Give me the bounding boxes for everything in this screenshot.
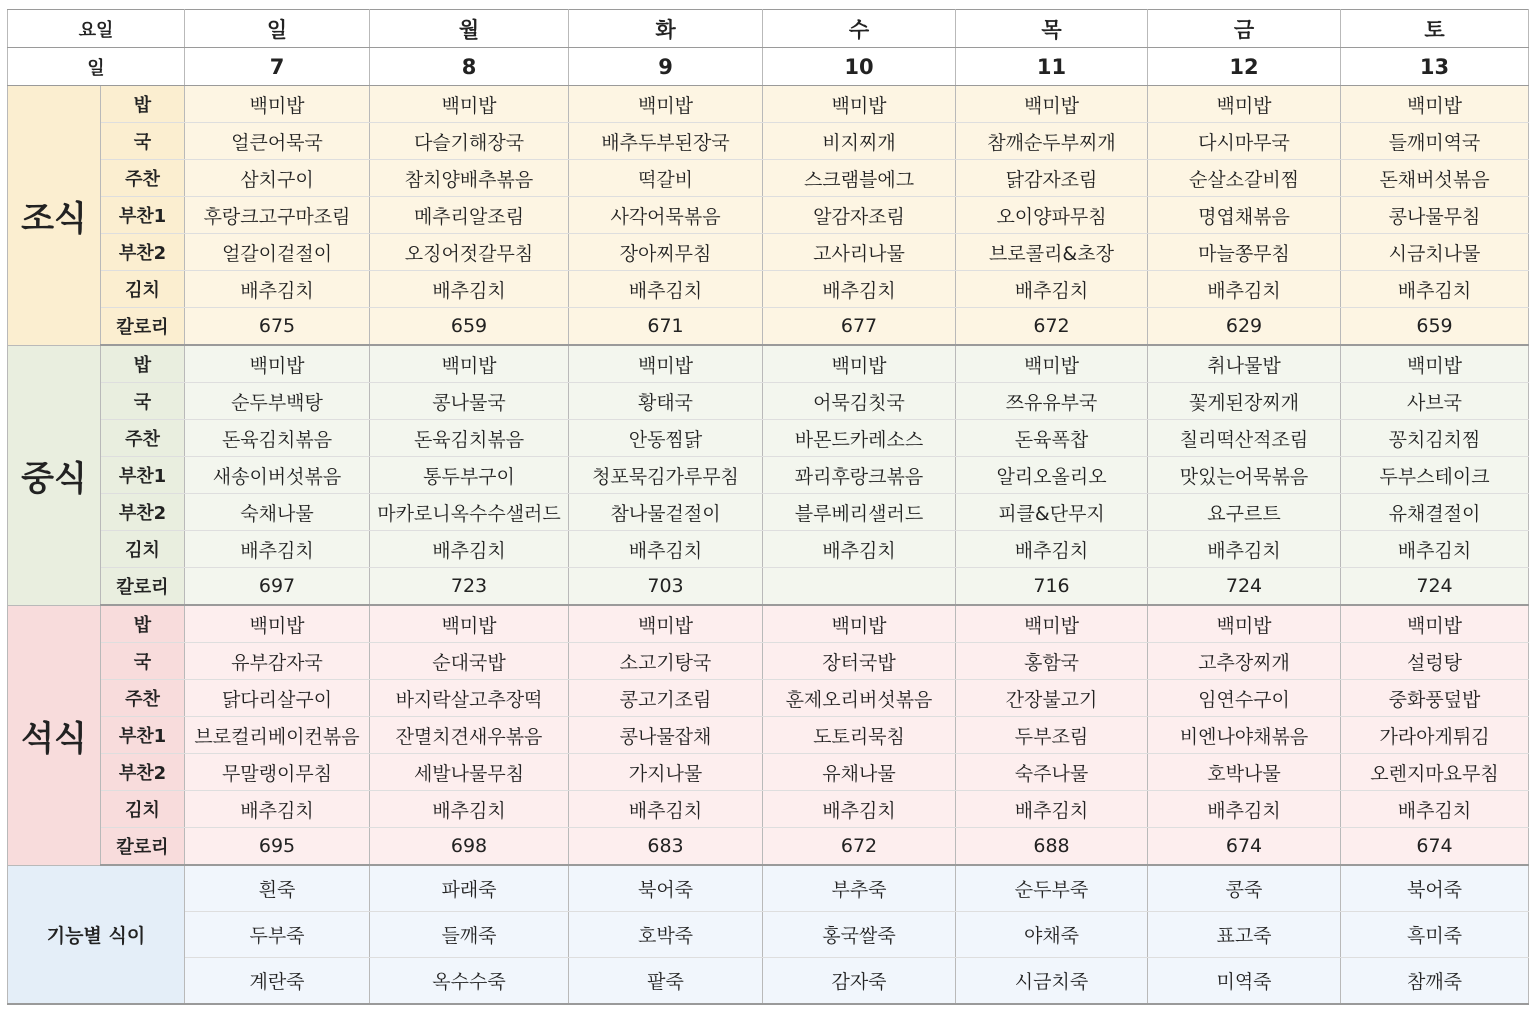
menu-cell: 임연수구이 xyxy=(1148,680,1341,717)
menu-cell: 백미밥 xyxy=(370,86,569,123)
porridge-cell: 야채죽 xyxy=(956,912,1148,958)
porridge-row xyxy=(8,958,1529,1005)
porridge-cell: 팥죽 xyxy=(569,958,763,1005)
menu-cell: 배추두부된장국 xyxy=(569,123,763,160)
menu-row xyxy=(8,680,1529,717)
menu-cell: 백미밥 xyxy=(185,605,370,643)
menu-cell: 고사리나물 xyxy=(763,234,956,271)
calorie-cell: 723 xyxy=(370,568,569,606)
calorie-row xyxy=(8,308,1529,346)
calorie-cell: 674 xyxy=(1148,828,1341,866)
menu-cell: 백미밥 xyxy=(185,86,370,123)
menu-cell: 백미밥 xyxy=(185,345,370,383)
menu-row xyxy=(8,531,1529,568)
menu-cell: 닭다리살구이 xyxy=(185,680,370,717)
porridge-cell: 들깨죽 xyxy=(370,912,569,958)
row-label: 김치 xyxy=(101,791,185,828)
porridge-cell: 표고죽 xyxy=(1148,912,1341,958)
porridge-cell: 홍국쌀죽 xyxy=(763,912,956,958)
porridge-cell: 계란죽 xyxy=(185,958,370,1005)
menu-cell: 브로컬리베이컨볶음 xyxy=(185,717,370,754)
menu-cell: 유채결절이 xyxy=(1341,494,1529,531)
menu-cell: 돈채버섯볶음 xyxy=(1341,160,1529,197)
calorie-cell: 716 xyxy=(956,568,1148,606)
menu-row xyxy=(8,717,1529,754)
calorie-cell: 724 xyxy=(1341,568,1529,606)
menu-cell: 백미밥 xyxy=(1148,605,1341,643)
menu-cell: 바지락살고추장떡 xyxy=(370,680,569,717)
menu-cell: 홍함국 xyxy=(956,643,1148,680)
menu-cell: 백미밥 xyxy=(370,345,569,383)
calorie-cell: 695 xyxy=(185,828,370,866)
menu-row xyxy=(8,791,1529,828)
menu-cell: 도토리묵침 xyxy=(763,717,956,754)
menu-cell: 쯔유유부국 xyxy=(956,383,1148,420)
menu-cell: 호박나물 xyxy=(1148,754,1341,791)
porridge-cell: 호박죽 xyxy=(569,912,763,958)
row-label: 부찬1 xyxy=(101,197,185,234)
weekday-cell: 월 xyxy=(370,10,569,48)
menu-cell: 알감자조림 xyxy=(763,197,956,234)
menu-cell: 백미밥 xyxy=(569,345,763,383)
menu-cell: 꽁치김치찜 xyxy=(1341,420,1529,457)
menu-cell: 배추김치 xyxy=(956,791,1148,828)
calorie-row xyxy=(8,828,1529,866)
menu-cell: 명엽채볶음 xyxy=(1148,197,1341,234)
date-label-cell: 일 xyxy=(8,48,185,86)
menu-cell: 얼큰어묵국 xyxy=(185,123,370,160)
menu-cell: 백미밥 xyxy=(956,605,1148,643)
row-label: 밥 xyxy=(101,605,185,643)
calorie-cell: 672 xyxy=(956,308,1148,346)
porridge-cell: 참깨죽 xyxy=(1341,958,1529,1005)
calorie-label: 칼로리 xyxy=(101,828,185,866)
menu-cell: 후랑크고구마조림 xyxy=(185,197,370,234)
menu-cell: 칠리떡산적조림 xyxy=(1148,420,1341,457)
date-cell: 11 xyxy=(956,48,1148,86)
menu-cell: 백미밥 xyxy=(763,86,956,123)
menu-cell: 잔멸치견새우볶음 xyxy=(370,717,569,754)
menu-cell: 황태국 xyxy=(569,383,763,420)
menu-cell: 백미밥 xyxy=(569,86,763,123)
menu-cell: 새송이버섯볶음 xyxy=(185,457,370,494)
weekday-cell: 화 xyxy=(569,10,763,48)
date-cell: 12 xyxy=(1148,48,1341,86)
menu-cell: 사각어묵볶음 xyxy=(569,197,763,234)
calorie-cell: 724 xyxy=(1148,568,1341,606)
porridge-row xyxy=(8,912,1529,958)
porridge-cell: 감자죽 xyxy=(763,958,956,1005)
menu-cell: 장터국밥 xyxy=(763,643,956,680)
menu-cell: 꽃게된장찌개 xyxy=(1148,383,1341,420)
menu-cell: 피클&단무지 xyxy=(956,494,1148,531)
porridge-cell: 부추죽 xyxy=(763,865,956,912)
menu-cell: 돈육김치볶음 xyxy=(185,420,370,457)
menu-cell: 배추김치 xyxy=(1341,271,1529,308)
menu-cell: 알리오올리오 xyxy=(956,457,1148,494)
menu-row xyxy=(8,160,1529,197)
calorie-cell: 688 xyxy=(956,828,1148,866)
weekday-cell: 금 xyxy=(1148,10,1341,48)
menu-cell: 유채나물 xyxy=(763,754,956,791)
row-label: 국 xyxy=(101,123,185,160)
menu-cell: 배추김치 xyxy=(569,531,763,568)
row-label: 부찬1 xyxy=(101,457,185,494)
meal-label: 석식 xyxy=(8,605,101,865)
porridge-cell: 북어죽 xyxy=(569,865,763,912)
menu-cell: 배추김치 xyxy=(185,271,370,308)
menu-cell: 백미밥 xyxy=(763,605,956,643)
menu-cell: 닭감자조림 xyxy=(956,160,1148,197)
menu-cell: 배추김치 xyxy=(370,271,569,308)
menu-cell: 두부스테이크 xyxy=(1341,457,1529,494)
menu-cell: 배추김치 xyxy=(370,791,569,828)
calorie-cell: 674 xyxy=(1341,828,1529,866)
calorie-cell: 672 xyxy=(763,828,956,866)
menu-cell: 오징어젓갈무침 xyxy=(370,234,569,271)
date-header-row xyxy=(8,48,1529,86)
menu-cell: 배추김치 xyxy=(185,531,370,568)
menu-cell: 오이양파무침 xyxy=(956,197,1148,234)
calorie-cell xyxy=(763,568,956,606)
menu-cell: 가지나물 xyxy=(569,754,763,791)
menu-cell: 백미밥 xyxy=(569,605,763,643)
menu-cell: 참나물겉절이 xyxy=(569,494,763,531)
menu-cell: 배추김치 xyxy=(370,531,569,568)
menu-cell: 참깨순두부찌개 xyxy=(956,123,1148,160)
menu-cell: 백미밥 xyxy=(956,345,1148,383)
menu-row xyxy=(8,643,1529,680)
menu-cell: 백미밥 xyxy=(1341,345,1529,383)
menu-row xyxy=(8,123,1529,160)
porridge-cell: 옥수수죽 xyxy=(370,958,569,1005)
porridge-cell: 두부죽 xyxy=(185,912,370,958)
menu-cell: 다슬기해장국 xyxy=(370,123,569,160)
weekday-label-cell: 요일 xyxy=(8,10,185,48)
calorie-label: 칼로리 xyxy=(101,308,185,346)
row-label: 부찬2 xyxy=(101,754,185,791)
row-label: 국 xyxy=(101,383,185,420)
menu-cell: 오렌지마요무침 xyxy=(1341,754,1529,791)
calorie-cell: 703 xyxy=(569,568,763,606)
menu-cell: 다시마무국 xyxy=(1148,123,1341,160)
menu-cell: 순두부백탕 xyxy=(185,383,370,420)
meal-label: 조식 xyxy=(8,86,101,346)
menu-cell: 배추김치 xyxy=(185,791,370,828)
row-label: 주찬 xyxy=(101,160,185,197)
menu-cell: 숙채나물 xyxy=(185,494,370,531)
menu-cell: 콩나물국 xyxy=(370,383,569,420)
calorie-cell: 659 xyxy=(1341,308,1529,346)
menu-row xyxy=(8,754,1529,791)
menu-cell: 어묵김칫국 xyxy=(763,383,956,420)
row-label: 주찬 xyxy=(101,420,185,457)
calorie-cell: 675 xyxy=(185,308,370,346)
porridge-cell: 순두부죽 xyxy=(956,865,1148,912)
porridge-cell: 흰죽 xyxy=(185,865,370,912)
menu-cell: 배추김치 xyxy=(1148,791,1341,828)
menu-cell: 백미밥 xyxy=(1341,605,1529,643)
calorie-cell: 671 xyxy=(569,308,763,346)
porridge-cell: 흑미죽 xyxy=(1341,912,1529,958)
menu-cell: 블루베리샐러드 xyxy=(763,494,956,531)
menu-cell: 돈육김치볶음 xyxy=(370,420,569,457)
menu-cell: 요구르트 xyxy=(1148,494,1341,531)
menu-cell: 배추김치 xyxy=(1341,531,1529,568)
row-label: 밥 xyxy=(101,345,185,383)
menu-cell: 배추김치 xyxy=(1148,271,1341,308)
menu-cell: 콩나물잡채 xyxy=(569,717,763,754)
menu-row xyxy=(8,420,1529,457)
porridge-row xyxy=(8,865,1529,912)
menu-cell: 사브국 xyxy=(1341,383,1529,420)
menu-row xyxy=(8,271,1529,308)
menu-cell: 취나물밥 xyxy=(1148,345,1341,383)
menu-cell: 마늘쫑무침 xyxy=(1148,234,1341,271)
row-label: 부찬2 xyxy=(101,234,185,271)
menu-cell: 참치양배추볶음 xyxy=(370,160,569,197)
menu-row xyxy=(8,457,1529,494)
row-label: 밥 xyxy=(101,86,185,123)
date-cell: 10 xyxy=(763,48,956,86)
menu-cell: 배추김치 xyxy=(569,791,763,828)
menu-cell: 유부감자국 xyxy=(185,643,370,680)
menu-cell: 비엔나야채볶음 xyxy=(1148,717,1341,754)
row-label: 국 xyxy=(101,643,185,680)
calorie-row xyxy=(8,568,1529,606)
menu-cell: 세발나물무침 xyxy=(370,754,569,791)
menu-cell: 순살소갈비찜 xyxy=(1148,160,1341,197)
menu-cell: 가라아게튀김 xyxy=(1341,717,1529,754)
menu-cell: 배추김치 xyxy=(956,531,1148,568)
porridge-cell: 북어죽 xyxy=(1341,865,1529,912)
weekly-menu-table-wrapper xyxy=(7,9,1528,1005)
calorie-cell: 659 xyxy=(370,308,569,346)
menu-cell: 마카로니옥수수샐러드 xyxy=(370,494,569,531)
menu-cell: 맛있는어묵볶음 xyxy=(1148,457,1341,494)
menu-row xyxy=(8,197,1529,234)
weekday-cell: 일 xyxy=(185,10,370,48)
menu-cell: 훈제오리버섯볶음 xyxy=(763,680,956,717)
menu-cell: 배추김치 xyxy=(956,271,1148,308)
weekday-cell: 토 xyxy=(1341,10,1529,48)
menu-cell: 브로콜리&초장 xyxy=(956,234,1148,271)
menu-cell: 통두부구이 xyxy=(370,457,569,494)
porridge-cell: 미역죽 xyxy=(1148,958,1341,1005)
row-label: 김치 xyxy=(101,531,185,568)
menu-cell: 장아찌무침 xyxy=(569,234,763,271)
menu-cell: 들깨미역국 xyxy=(1341,123,1529,160)
weekday-header-row xyxy=(8,10,1529,48)
menu-cell: 설렁탕 xyxy=(1341,643,1529,680)
menu-cell: 비지찌개 xyxy=(763,123,956,160)
porridge-cell: 파래죽 xyxy=(370,865,569,912)
date-cell: 8 xyxy=(370,48,569,86)
menu-cell: 간장불고기 xyxy=(956,680,1148,717)
date-cell: 7 xyxy=(185,48,370,86)
menu-cell: 백미밥 xyxy=(956,86,1148,123)
porridge-cell: 시금치죽 xyxy=(956,958,1148,1005)
calorie-cell: 629 xyxy=(1148,308,1341,346)
menu-cell: 배추김치 xyxy=(1148,531,1341,568)
calorie-cell: 698 xyxy=(370,828,569,866)
menu-row xyxy=(8,494,1529,531)
menu-row xyxy=(8,345,1529,383)
menu-cell: 백미밥 xyxy=(1341,86,1529,123)
menu-cell: 고추장찌개 xyxy=(1148,643,1341,680)
row-label: 부찬1 xyxy=(101,717,185,754)
menu-cell: 배추김치 xyxy=(763,791,956,828)
menu-cell: 백미밥 xyxy=(370,605,569,643)
weekly-menu-table xyxy=(7,9,1529,1005)
row-label: 부찬2 xyxy=(101,494,185,531)
menu-cell: 콩나물무침 xyxy=(1341,197,1529,234)
menu-cell: 배추김치 xyxy=(1341,791,1529,828)
menu-cell: 배추김치 xyxy=(569,271,763,308)
menu-cell: 돈육폭찹 xyxy=(956,420,1148,457)
menu-cell: 메추리알조림 xyxy=(370,197,569,234)
calorie-cell: 697 xyxy=(185,568,370,606)
menu-cell: 무말랭이무침 xyxy=(185,754,370,791)
menu-cell: 소고기탕국 xyxy=(569,643,763,680)
date-cell: 13 xyxy=(1341,48,1529,86)
menu-row xyxy=(8,605,1529,643)
menu-cell: 배추김치 xyxy=(763,271,956,308)
menu-row xyxy=(8,383,1529,420)
porridge-label: 기능별 식이 xyxy=(8,865,185,1004)
menu-row xyxy=(8,234,1529,271)
menu-cell: 순대국밥 xyxy=(370,643,569,680)
menu-cell: 백미밥 xyxy=(1148,86,1341,123)
calorie-label: 칼로리 xyxy=(101,568,185,606)
menu-cell: 안동찜닭 xyxy=(569,420,763,457)
menu-cell: 떡갈비 xyxy=(569,160,763,197)
menu-cell: 시금치나물 xyxy=(1341,234,1529,271)
menu-cell: 두부조림 xyxy=(956,717,1148,754)
meal-label: 중식 xyxy=(8,345,101,605)
row-label: 김치 xyxy=(101,271,185,308)
menu-cell: 스크램블에그 xyxy=(763,160,956,197)
menu-cell: 바몬드카레소스 xyxy=(763,420,956,457)
menu-cell: 백미밥 xyxy=(763,345,956,383)
menu-cell: 삼치구이 xyxy=(185,160,370,197)
menu-cell: 얼갈이겉절이 xyxy=(185,234,370,271)
row-label: 주찬 xyxy=(101,680,185,717)
calorie-cell: 677 xyxy=(763,308,956,346)
menu-cell: 청포묵김가루무침 xyxy=(569,457,763,494)
menu-cell: 중화풍덮밥 xyxy=(1341,680,1529,717)
porridge-cell: 콩죽 xyxy=(1148,865,1341,912)
weekday-cell: 목 xyxy=(956,10,1148,48)
date-cell: 9 xyxy=(569,48,763,86)
weekday-cell: 수 xyxy=(763,10,956,48)
menu-cell: 숙주나물 xyxy=(956,754,1148,791)
menu-row xyxy=(8,86,1529,123)
menu-cell: 배추김치 xyxy=(763,531,956,568)
menu-cell: 꽈리후랑크볶음 xyxy=(763,457,956,494)
menu-cell: 콩고기조림 xyxy=(569,680,763,717)
calorie-cell: 683 xyxy=(569,828,763,866)
